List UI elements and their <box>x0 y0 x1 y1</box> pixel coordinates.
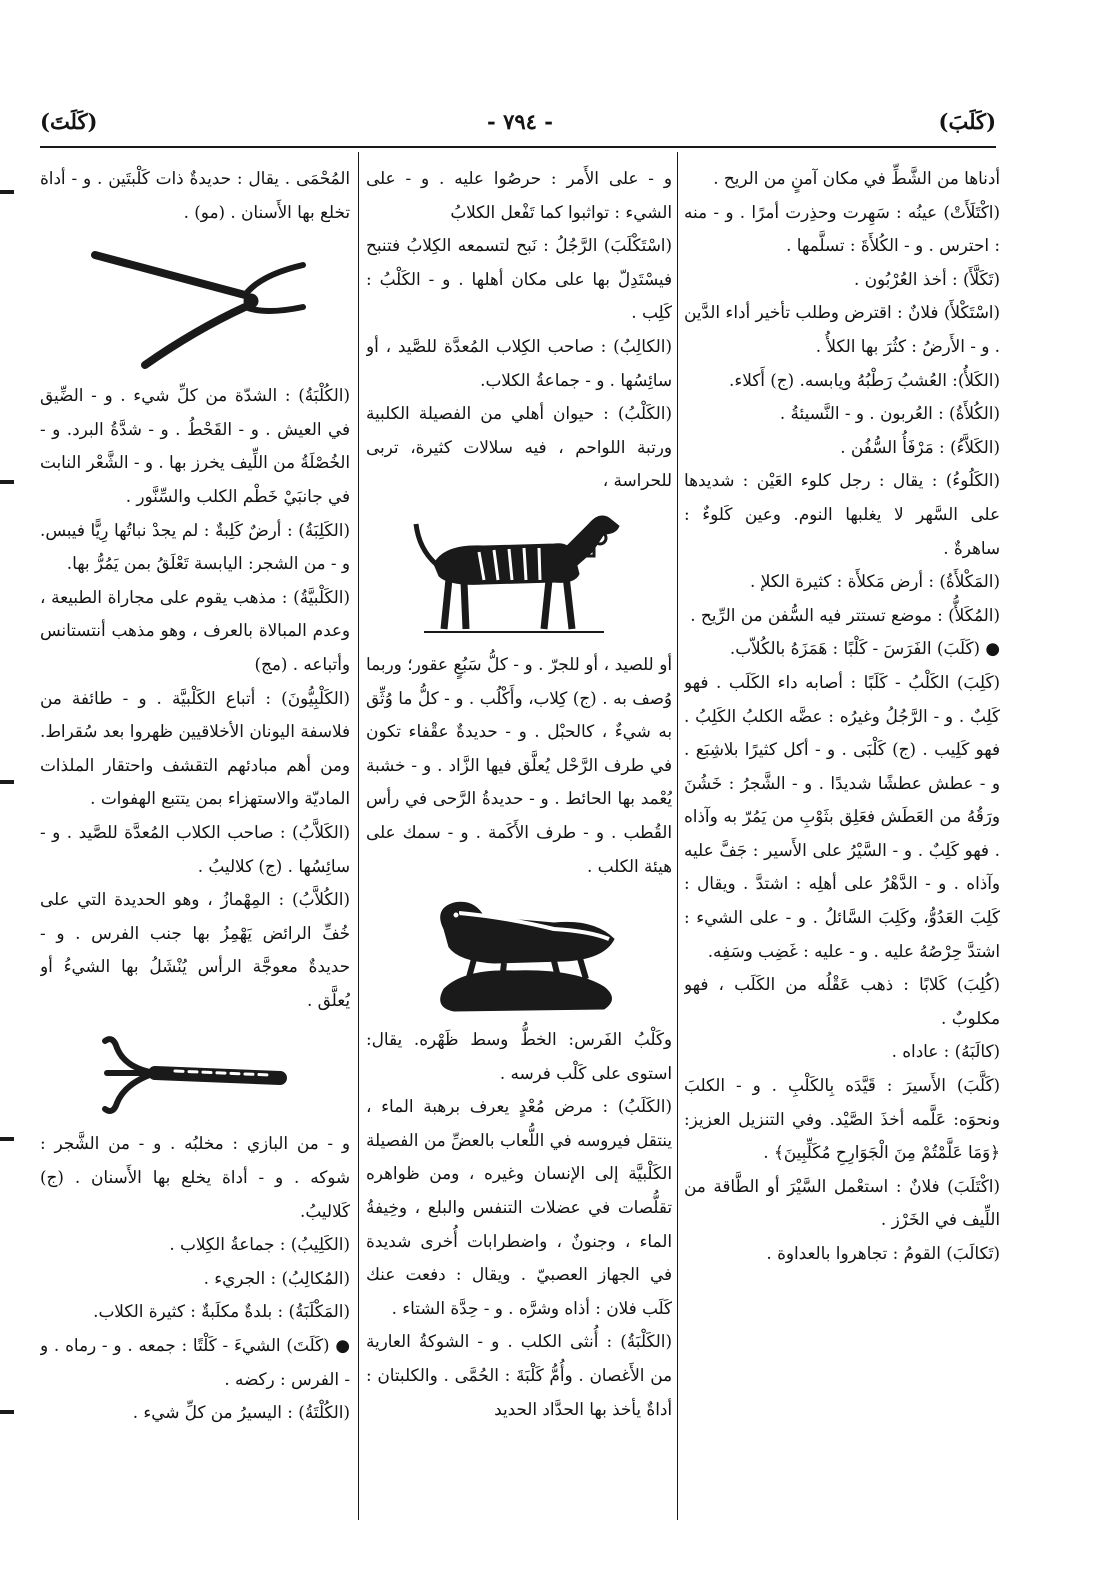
entry: (المُكَلأُّ) : موضع تستتر فيه السُّفن من الرِّيح . <box>690 604 1000 625</box>
page-number: - ٧٩٤ - <box>487 109 553 134</box>
entry: (كَلَّبَ) الأَسيرَ : قَيَّدَه بِالكَلْبِ . و - الكلبَ ونحوَه: عَلَّمه أخذَ الصَّيْد. وفي التنزيل العزيز: ﴿وَمَا عَلَّمْتُمْ مِنَ الْجَوَارِحِ مُكَلِّبِينَ﴾ . <box>684 1075 1000 1163</box>
column-divider-left <box>358 152 359 1520</box>
entry: (الكُلأَةُ) : العُربون . و - النَّسيئةُ . <box>779 403 1000 424</box>
edge-mark <box>0 1410 14 1414</box>
entry: (كالَبَهُ) : عاداه . <box>891 1041 1000 1062</box>
entry: (تَكَلَّأَ) : أخذ العُرْبُون . <box>853 268 1000 289</box>
entry: ● (كَلَتَ) الشيءَ - كَلْتًا : جمعه . و - رماه . و - الفرس : ركضه . <box>40 1335 350 1389</box>
entry: (كَلِبَ) الكَلْبُ - كَلَبًا : أصابه داء الكَلَب . فهو كَلِبٌ . و - الرَّجُلُ وغيرُه : عضَّه الكلبُ الكَلِبُ . فهو كَلِيب . (ج) كَلْبَى . و - أكل كثيرًا بلاشِبَع . و - عطش عطشًا شديدًا . و - الشَّجرُ : خَشُنَ ورَقُهُ من العَطَش فعَلِق بثَوْبِ من يَمُرّ به وآذاه . فهو كَلِبٌ . و - السَّيْرُ على الأَسير : جَفَّ عليه وآذاه . و - الدَّهْرُ على أهلِه : اشتدَّ . ويقال : كَلِبَ العَدُوُّ، وكَلِبَ السَّائلُ . و - على الشيء : اشتدَّ حِرْصُهُ عليه . و - عليه : غَضِب وسَفِه. <box>684 671 1000 961</box>
entry: (الكَلَبُ) : مرض مُعْدٍ يعرف برهبة الماء ، ينتقل فيروسه في اللُّعاب بالعضِّ من الفصيلة الكَلْبيَّة إلى الإنسان وغيره ، ومن ظواهره تقلُّصات في عضلات التنفس والبلع ، وخِيفةُ الماء ، وجنونٌ ، واضطرابات أُخرى شديدة في الجهاز العصبيّ . ويقال : دفعت عنك كَلَب فلان : أذاه وشرَّه . و - حِدَّة الشتاء . <box>366 1096 672 1318</box>
entry: (الكَلْبيَّةُ) : مذهب يقوم على مجاراة الطبيعة ، وعدم المبالاة بالعرف ، وهو مذهب أنتستانس وأتباعه . (مج) <box>40 586 350 674</box>
header-left-keyword: (كَلَتَ) <box>40 109 98 134</box>
entry: (الكَلْبِيُّونَ) : أتباع الكَلْبيَّة . و - طائفة من فلاسفة اليونان الأخلاقيين ظهروا بعد سُقراط. ومن أهم مبادئهم التقشف واحتقار الملذات الماديّة والاستهزاء بمن يتتبع الهفوات . <box>40 687 350 809</box>
entry: المُحْمَى . يقال : حديدةٌ ذات كَلْبتَين . و - أداة تخلع بها الأَسنان . (مو) . <box>40 168 350 222</box>
entry: (المَكْلَبَةُ) : بلدةٌ مكلَبةٌ : كثيرة الكلاب. <box>93 1301 350 1322</box>
entry: و - على الأَمر : حرصُوا عليه . و - على الشيء : تواثبوا كما تَفْعل الكلابُ <box>366 168 672 222</box>
edge-mark <box>0 1137 14 1141</box>
entry: (الكَلأُ): العُشبُ رَطْبُهُ ويابسه. (ج) أَكلاء. <box>729 369 1000 390</box>
column-right <box>684 162 1000 1522</box>
entry: (المُكالِبُ) : الجريء . <box>203 1267 350 1288</box>
tongs-icon <box>75 235 315 375</box>
header-right-keyword: (كَلَبَ) <box>938 109 996 134</box>
entry: و - من البازي : مخلبُه . و - من الشَّجر : شوكه . و - أداة يخلع بها الأَسنان . (ج) كَلاليبُ. <box>40 1133 350 1221</box>
entry: أدناها من الشَّطِّ في مكان آمنٍ من الريح . <box>713 168 1000 188</box>
entry: (الكَلاَّبُ) : صاحب الكلاب المُعدَّة للصَّيد . و - سائِسُها . (ج) كلاليبُ . <box>40 821 350 876</box>
entry: (اكْتَلَأَتْ) عينُه : سَهِرت وحذِرت أمرًا . و - منه : احترس . و - الكُلأَةَ : تسلَّمها . <box>684 201 1000 256</box>
entry: (كُلِبَ) كَلابًا : ذهب عَقْلُه من الكَلَب ، فهو مكلوبٌ . <box>684 974 1000 1028</box>
dog-icon <box>404 504 634 644</box>
column-left <box>40 162 350 1522</box>
entry: (الكُلْبَةُ) : الشدّة من كلِّ شيء . و - الضِّيق في العيش . و - القَحْطُ . و - شدَّةُ البرد. و - الخُصْلَةُ من اللِّيف يخرز بها . و - الشَّعْر النابت في جانبَيْ خَطْم الكلب والسِّنَّور . <box>40 385 350 506</box>
entry: (الكُلْتَةُ) : اليسيرُ من كلِّ شيء . <box>132 1402 350 1423</box>
entry: (الكَلْبُ) : حيوان أهلي من الفصيلة الكلبية ورتبة اللواحم ، فيه سلالات كثيرة، تربى للحراسة ، <box>366 403 672 491</box>
entry: (الكُلاَّبُ) : المِهْمازُ ، وهو الحديدة التي على خُفِّ الرائض يَهْمِزُ بها جنب الفرس . و - حديدةٌ معوجَّة الرأس يُنْشَلُ بها الشيءُ أو يُعلَّق . <box>40 889 350 1010</box>
grappling-hook-icon <box>95 1023 295 1123</box>
entry: (الكالِبُ) : صاحب الكِلاب المُعدَّة للصَّيد ، أو سائِسُها . و - جماعةُ الكلاب. <box>366 335 672 390</box>
entry: (الكَلِيبُ) : جماعةُ الكِلاب . <box>169 1234 350 1255</box>
entry: (اكْتَلَبَ) فلانٌ : استعْمل السَّيْرَ أو الطَّاقة من اللِّيف في الخَرْز . <box>684 1175 1000 1230</box>
entry: (اسْتَكْلَبَ) الرَّجُلُ : نَبح لتسمعه الكِلابُ فتنبح فيسْتَدِلّ بها على مكان أهلها . و - الكَلْبُ : كَلِب . <box>366 235 672 323</box>
ferret-icon <box>404 889 634 1019</box>
column-middle <box>366 162 672 1522</box>
entry: (الكَلْبَةُ) : أُنثى الكلب . و - الشوكةُ العارية من الأَغصان . وأُمُّ كَلْبَةَ : الحُمَّى . والكلبتان : أداةٌ يأخذ بها الحدَّاد الحديد <box>366 1331 672 1419</box>
entry: (الكَلاَّءُ) : مَرْفَأُ السُّفُن . <box>840 436 1000 457</box>
edge-mark <box>0 480 14 484</box>
entry: (اسْتَكْلأَ) فلانٌ : اقترض وطلب تأخير أداء الدَّين . و - الأَرضُ : كثُرَ بها الكلأُ . <box>684 302 1000 356</box>
entry: وكَلْبُ الفَرس: الخطُّ وسط ظَهْره. يقال: استوى على كَلْب فرسه . <box>366 1029 672 1083</box>
edge-mark <box>0 190 14 194</box>
entry: ● (كَلَبَ) الفَرَسَ - كَلْبًا : هَمَزَهُ بالكُلاّب. <box>729 638 1000 659</box>
entry: (تَكالَبَ) القومُ : تجاهروا بالعداوة . <box>766 1243 1000 1263</box>
entry: (الكَلُوءُ) : يقال : رجل كلوء العَيْن : شديدها على السَّهر لا يغلبها النوم. وعين كَلوءٌ : ساهرةٌ . <box>684 470 1000 558</box>
header-rule <box>40 146 996 148</box>
entry: أو للصيد ، أو للجرّ . و - كلُّ سَبُعٍ عقور؛ وربما وُصف به . (ج) كِلاب، وأَكْلُب . و - كلُّ ما وُثِّق به شيءٌ ، كالحبْل . و - حديدةٌ عقْفاء تكون في طرف الرَّحْل يُعلَّق فيها الزَّاد . و - خشبة يُعْمد بها الحائط . و - حديدةُ الرَّحى في رأس القُطب . و - طرف الأَكَمة . و - سمك على هيئة الكلب . <box>366 653 672 876</box>
entry: (الكَلِبَةُ) : أرضٌ كَلِبةٌ : لم يجدْ نباتُها رِيًّا فيبس. و - من الشجر: اليابسة تَعْلَقُ بمن يَمُرُّ بها. <box>40 519 350 574</box>
edge-mark <box>0 780 14 784</box>
column-divider-right <box>677 152 678 1520</box>
entry: (المَكْلأَةُ) : أرض مَكلأَة : كثيرة الكلإ . <box>750 571 1000 592</box>
